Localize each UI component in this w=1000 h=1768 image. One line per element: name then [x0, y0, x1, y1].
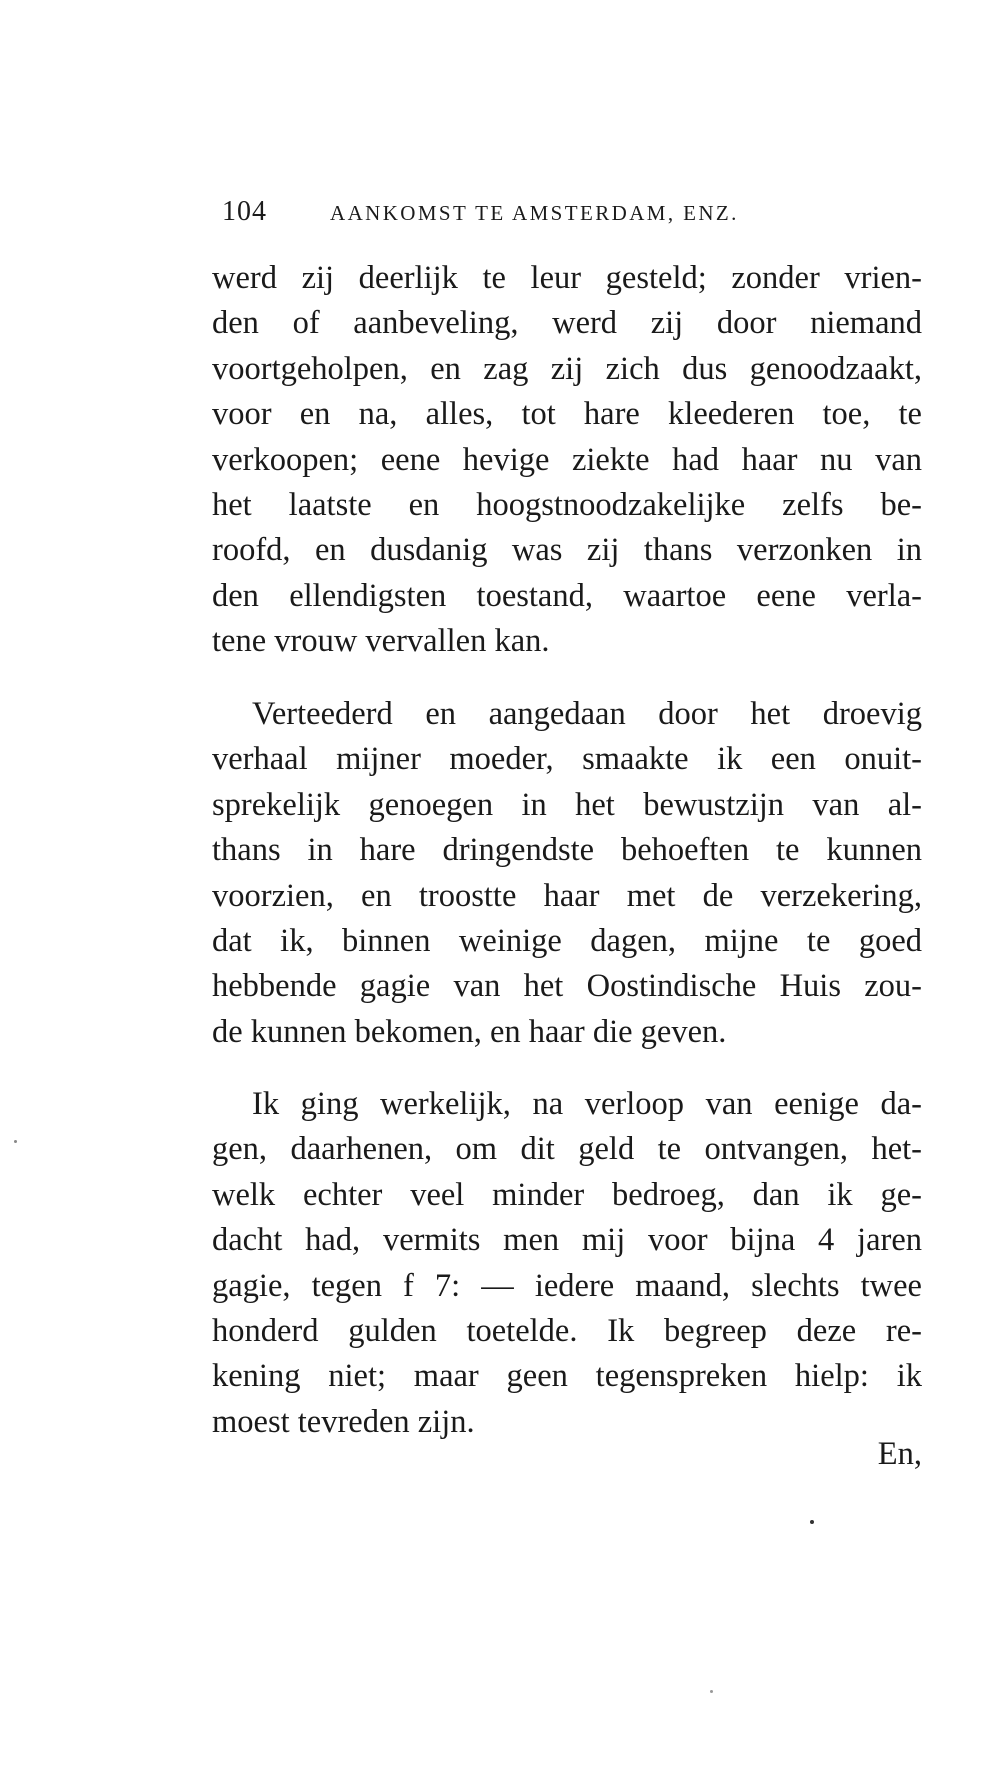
text-line: voortgeholpen, en zag zij zich dus genoodzaakt, [212, 350, 922, 387]
text-line: tene vrouw vervallen kan. [212, 623, 550, 660]
catchword: En, [877, 1436, 922, 1472]
text-line: de kunnen bekomen, en haar die geven. [212, 1013, 727, 1050]
text-line: het laatste en hoogstnoodzakelijke zelfs be- [212, 486, 922, 523]
text-line: gen, daarhenen, om dit geld te ontvangen, het- [212, 1131, 922, 1168]
text-line: den ellendigsten toestand, waartoe eene verla- [212, 577, 922, 614]
text-line: den of aanbeveling, werd zij door niemand [212, 305, 922, 342]
text-line: welk echter veel minder bedroeg, dan ik ge- [212, 1176, 922, 1213]
text-line: roofd, en dusdanig was zij thans verzonken in [212, 532, 922, 569]
running-title: AANKOMST TE AMSTERDAM, ENZ. [330, 201, 739, 225]
text-line: kening niet; maar geen tegenspreken hielp: ik [212, 1358, 922, 1395]
text-line: verkoopen; eene hevige ziekte had haar nu van [212, 441, 922, 478]
text-line: dat ik, binnen weinige dagen, mijne te goed [212, 922, 922, 959]
text-line: Verteederd en aangedaan door het droevig [252, 696, 922, 732]
text-line: moest tevreden zijn. [212, 1403, 475, 1440]
text-line: dacht had, vermits men mij voor bijna 4 jaren [212, 1222, 922, 1259]
text-line: honderd gulden toetelde. Ik begreep deze re- [212, 1312, 922, 1349]
text-line: thans in hare dringendste behoeften te kunnen [212, 832, 922, 869]
print-speck [710, 1690, 713, 1693]
text-line: voor en na, alles, tot hare kleederen toe, te [212, 396, 922, 433]
running-head [222, 196, 922, 236]
print-speck [810, 1520, 814, 1524]
text-line: voorzien, en troostte haar met de verzekering, [212, 877, 922, 914]
text-line: hebbende gagie van het Oostindische Huis zou- [212, 968, 922, 1005]
paragraph-2 [212, 692, 922, 1055]
print-speck [14, 1140, 17, 1143]
text-line: werd zij deerlijk te leur gesteld; zonder vrien- [212, 260, 922, 296]
text-line: Ik ging werkelijk, na verloop van eenige da- [252, 1086, 922, 1122]
text-line: sprekelijk genoegen in het bewustzijn van al- [212, 786, 922, 823]
paragraph-1 [212, 256, 922, 665]
text-line: gagie, tegen f 7: — iedere maand, slechts twee [212, 1267, 922, 1304]
paragraph-3 [212, 1082, 922, 1445]
page-number: 104 [222, 196, 267, 227]
text-line: verhaal mijner moeder, smaakte ik een onuit- [212, 741, 922, 778]
